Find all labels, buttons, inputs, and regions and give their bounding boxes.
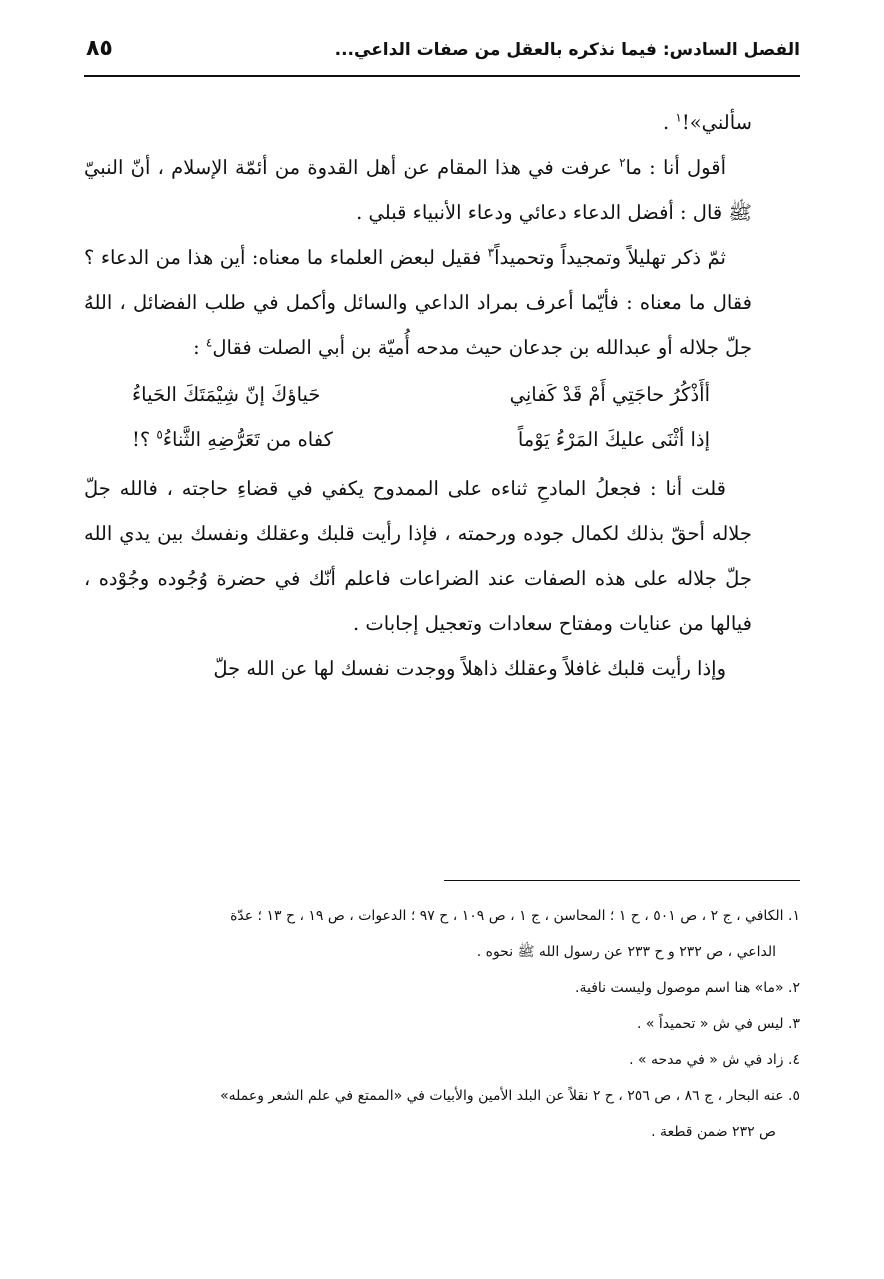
text-span: أقول أنا : ما (625, 156, 726, 179)
text-span: سألني»! (681, 111, 752, 134)
hemistich-2: حَياؤكَ إنّ شِيْمَتَكَ الحَياءُ (132, 383, 321, 406)
footnote-text: «ما» هنا اسم موصول وليست نافية. (575, 980, 784, 996)
footnote-5 (84, 1078, 800, 1150)
footnote-3 (84, 1006, 800, 1042)
footnote-number: ١. (788, 908, 800, 924)
hemistich-1: إذا أثْنَى عليكَ المَرْءُ يَوْماً (517, 428, 710, 451)
footnote-ref: ١ (675, 110, 682, 125)
chapter-title: الفصل السادس: فيما نذكره بالعقل من صفات الداعي... (334, 40, 800, 60)
footnote-ref: ٥ (156, 427, 163, 442)
footnote-text: زاد في ش « في مدحه » . (629, 1052, 784, 1068)
text-span: ثمّ ذكر تهليلاً وتمجيداً وتحميداً (494, 246, 726, 269)
header-rule (84, 75, 800, 77)
text-span: عرفت في هذا المقام عن أهل القدوة من أئمّة الإسلام ، أنّ النبيّ ﷺ قال : أفضل الدعاء دعائي ودعاء الأنبياء قبلي . (84, 156, 752, 224)
footnote-number: ٤. (788, 1052, 800, 1068)
main-text (84, 100, 752, 691)
footnote-number: ٣. (788, 1016, 800, 1032)
paragraph-3 (84, 235, 752, 370)
hemistich-1: أأَذْكُرُ حاجَتِي أَمْ قَدْ كَفانِي (509, 383, 710, 406)
footnote-text: الكافي ، ج ٢ ، ص ٥٠١ ، ح ١ ؛ المحاسن ، ج ١ ، ص ١٠٩ ، ح ٩٧ ؛ الدعوات ، ص ١٩ ، ح ١٣ ؛ عدّة (230, 908, 784, 924)
footnote-1 (84, 898, 800, 970)
footnote-rule (444, 880, 800, 881)
verse-line-1 (84, 372, 752, 417)
text-span: : (193, 336, 206, 359)
footnote-ref: ٢ (619, 155, 626, 170)
footnote-text: الداعي ، ص ٢٣٢ و ح ٢٣٣ عن رسول الله ﷺ نحوه . (476, 944, 776, 960)
footnotes (84, 898, 800, 1150)
footnote-ref: ٣ (487, 245, 495, 260)
paragraph-5: وإذا رأيت قلبك غافلاً وعقلك ذاهلاً ووجدت نفسك لها عن الله جلّ (213, 657, 726, 680)
running-header (84, 34, 800, 74)
footnote-4 (84, 1042, 800, 1078)
footnote-number: ٥. (788, 1088, 800, 1104)
text-span: كفاه من تَعَرُّضِهِ الثَّناءُ (162, 428, 333, 451)
footnote-text: ص ٢٣٢ ضمن قطعة . (651, 1124, 776, 1140)
page-number: ٨٥ (86, 36, 113, 61)
hemistich-2 (132, 417, 333, 462)
footnote-text: عنه البحار ، ج ٨٦ ، ص ٢٥٦ ، ح ٢ نقلاً عن البلد الأمين والأبيات في «الممتع في علم الشعر وعمله» (220, 1088, 784, 1104)
paragraph-4: قلت أنا : فجعلُ المادحِ ثناءه على الممدوح يكفي في قضاءِ حاجته ، فالله جلّ جلاله أحقّ بذلك لكمال جوده ورحمته ، فإذا رأيت قلبك وعقلك ونفسك بين يدي الله جلّ جلاله على هذه الصفات عند الضراعات فاعلم أنّك في حضرة وُجُوده وجُوْده ، فيالها من عنايات ومفتاح سعادات وتعجيل إجابات . (84, 477, 752, 635)
footnote-ref: ٤ (205, 335, 213, 350)
text-span: فقيل لبعض العلماء ما معناه: أين هذا من الدعاء ؟ فقال ما معناه : فأيّما أعرف بمراد الداعي والسائل وأكمل في طلب الفضائل ، اللهُ جلّ جلاله أو عبدالله بن جدعان حيث مدحه أُميّة بن أبي الصلت فقال (84, 246, 752, 359)
poem (84, 372, 752, 462)
text-span: ؟! (132, 428, 157, 451)
footnote-number: ٢. (788, 980, 800, 996)
footnote-2 (84, 970, 800, 1006)
paragraph-2 (84, 145, 752, 235)
paragraph-1: سألني»!$^١$ . (663, 110, 752, 134)
footnote-text: ليس في ش « تحميداً » . (637, 1016, 784, 1032)
verse-line-2 (84, 417, 752, 462)
